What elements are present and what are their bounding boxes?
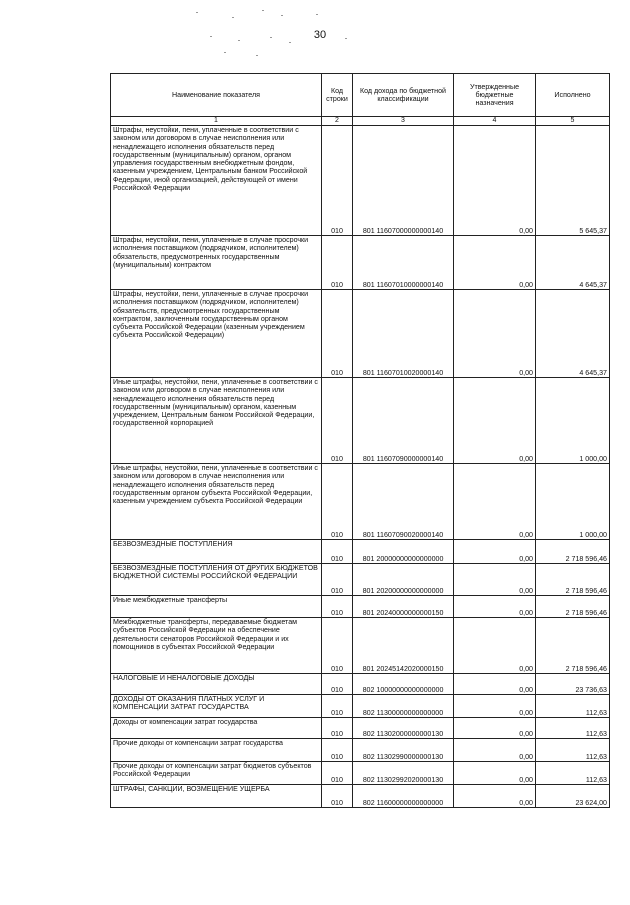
scan-speck: [256, 55, 258, 56]
row-line-code: 010: [322, 674, 353, 695]
scan-speck: [210, 36, 212, 37]
row-executed: 1 000,00: [536, 464, 610, 540]
scan-speck: [289, 42, 291, 43]
row-approved: 0,00: [454, 540, 536, 564]
row-name: Межбюджетные трансферты, передаваемые бюджетам субъектов Российской Федерации на обеспечение деятельности сенаторов Российской Федерации и их помощников в субъектах Российской Федерации: [111, 618, 322, 674]
row-line-code: 010: [322, 464, 353, 540]
table-row: [111, 785, 610, 808]
row-executed: 5 645,37: [536, 126, 610, 236]
row-executed: 112,63: [536, 695, 610, 718]
row-approved: 0,00: [454, 674, 536, 695]
header-revenue-code: Код дохода по бюджетной классификации: [353, 74, 454, 117]
table-row: [111, 739, 610, 762]
row-revenue-code: 801 20000000000000000: [353, 540, 454, 564]
row-approved: 0,00: [454, 718, 536, 739]
row-executed: 112,63: [536, 762, 610, 785]
row-name: Доходы от компенсации затрат государства: [111, 718, 322, 739]
row-name: Иные штрафы, неустойки, пени, уплаченные в соответствии с законом или договором в случае неисполнения или ненадлежащего исполнения обязательств перед государственным органом субъекта Российской Федерации, казенным учреждением субъекта Российской Федерации: [111, 464, 322, 540]
row-line-code: 010: [322, 290, 353, 378]
scan-speck: [345, 38, 347, 39]
row-revenue-code: 802 11302000000000130: [353, 718, 454, 739]
row-name: Штрафы, неустойки, пени, уплаченные в случае просрочки исполнения поставщиком (подрядчиком, исполнителем) обязательств, предусмотренных государственным (муниципальным) контрактом: [111, 236, 322, 290]
table-row: [111, 464, 610, 540]
row-line-code: 010: [322, 762, 353, 785]
scan-speck: [262, 10, 264, 11]
row-executed: 23 624,00: [536, 785, 610, 808]
row-revenue-code: 801 11607090000000140: [353, 378, 454, 464]
table-row: [111, 236, 610, 290]
scan-speck: [196, 12, 198, 13]
row-executed: 2 718 596,46: [536, 618, 610, 674]
header-approved: Утвержденные бюджетные назначения: [454, 74, 536, 117]
row-revenue-code: 801 20245142020000150: [353, 618, 454, 674]
row-name: Штрафы, неустойки, пени, уплаченные в случае просрочки исполнения поставщиком (подрядчиком, исполнителем) обязательств, предусмотренных государственным контрактом, заключенным государственным органом субъекта Российской Федерации (казенным учреждением субъекта Российской Федерации): [111, 290, 322, 378]
table-row: [111, 618, 610, 674]
row-approved: 0,00: [454, 378, 536, 464]
row-name: Иные штрафы, неустойки, пени, уплаченные в соответствии с законом или договором в случае неисполнения или ненадлежащего исполнения обязательств перед государственным (муниципальным) органом, казенным учреждением, Центральным банком Российской Федерации, государственной корпорацией: [111, 378, 322, 464]
row-revenue-code: 801 11607000000000140: [353, 126, 454, 236]
row-name: Штрафы, неустойки, пени, уплаченные в соответствии с законом или договором в случае неисполнения или ненадлежащего исполнения обязательств перед государственным (муниципальным) органом, органом управления государственным внебюджетным фондом, казенным учреждением, Центральным банком Российской Федерации, иной организацией, действующей от имени Российской Федерации: [111, 126, 322, 236]
row-line-code: 010: [322, 126, 353, 236]
table-row: [111, 596, 610, 618]
table-row: [111, 718, 610, 739]
header-indicator-name: Наименование показателя: [111, 74, 322, 117]
row-name: Прочие доходы от компенсации затрат государства: [111, 739, 322, 762]
scan-speck: [224, 52, 226, 53]
row-line-code: 010: [322, 718, 353, 739]
row-name: БЕЗВОЗМЕЗДНЫЕ ПОСТУПЛЕНИЯ ОТ ДРУГИХ БЮДЖЕТОВ БЮДЖЕТНОЙ СИСТЕМЫ РОССИЙСКОЙ ФЕДЕРАЦИИ: [111, 564, 322, 596]
column-number: 1: [111, 117, 322, 126]
row-approved: 0,00: [454, 290, 536, 378]
table-header-row: [111, 74, 610, 117]
table-row: [111, 378, 610, 464]
scan-speck: [270, 37, 272, 38]
row-executed: 1 000,00: [536, 378, 610, 464]
row-name: Иные межбюджетные трансферты: [111, 596, 322, 618]
row-name: Прочие доходы от компенсации затрат бюджетов субъектов Российской Федерации: [111, 762, 322, 785]
row-line-code: 010: [322, 695, 353, 718]
row-line-code: 010: [322, 564, 353, 596]
row-line-code: 010: [322, 540, 353, 564]
row-revenue-code: 802 11600000000000000: [353, 785, 454, 808]
row-revenue-code: 801 11607090020000140: [353, 464, 454, 540]
row-revenue-code: 802 11302990000000130: [353, 739, 454, 762]
row-executed: 2 718 596,46: [536, 540, 610, 564]
row-approved: 0,00: [454, 236, 536, 290]
row-executed: 2 718 596,46: [536, 596, 610, 618]
row-line-code: 010: [322, 785, 353, 808]
row-revenue-code: 802 10000000000000000: [353, 674, 454, 695]
row-executed: 4 645,37: [536, 290, 610, 378]
row-revenue-code: 802 11302992020000130: [353, 762, 454, 785]
row-approved: 0,00: [454, 126, 536, 236]
row-approved: 0,00: [454, 464, 536, 540]
row-name: ШТРАФЫ, САНКЦИИ, ВОЗМЕЩЕНИЕ УЩЕРБА: [111, 785, 322, 808]
table-row: [111, 695, 610, 718]
page-number: 30: [313, 29, 327, 41]
table-row: [111, 762, 610, 785]
row-name: БЕЗВОЗМЕЗДНЫЕ ПОСТУПЛЕНИЯ: [111, 540, 322, 564]
row-line-code: 010: [322, 739, 353, 762]
row-approved: 0,00: [454, 618, 536, 674]
header-executed: Исполнено: [536, 74, 610, 117]
column-number: 2: [322, 117, 353, 126]
row-name: НАЛОГОВЫЕ И НЕНАЛОГОВЫЕ ДОХОДЫ: [111, 674, 322, 695]
scan-speck: [316, 14, 318, 15]
row-approved: 0,00: [454, 785, 536, 808]
column-number: 4: [454, 117, 536, 126]
row-executed: 4 645,37: [536, 236, 610, 290]
table-row: [111, 564, 610, 596]
table-row: [111, 290, 610, 378]
table-row: [111, 540, 610, 564]
row-line-code: 010: [322, 378, 353, 464]
row-executed: 23 736,63: [536, 674, 610, 695]
row-approved: 0,00: [454, 564, 536, 596]
revenue-table: [110, 73, 610, 808]
column-number: 5: [536, 117, 610, 126]
row-approved: 0,00: [454, 695, 536, 718]
table-row: [111, 674, 610, 695]
row-revenue-code: 801 11607010000000140: [353, 236, 454, 290]
row-approved: 0,00: [454, 762, 536, 785]
row-approved: 0,00: [454, 596, 536, 618]
row-name: ДОХОДЫ ОТ ОКАЗАНИЯ ПЛАТНЫХ УСЛУГ И КОМПЕНСАЦИИ ЗАТРАТ ГОСУДАРСТВА: [111, 695, 322, 718]
scan-speck: [232, 17, 234, 18]
row-approved: 0,00: [454, 739, 536, 762]
row-revenue-code: 801 11607010020000140: [353, 290, 454, 378]
table-row: [111, 126, 610, 236]
row-revenue-code: 801 20200000000000000: [353, 564, 454, 596]
scan-speck: [238, 40, 240, 41]
scan-speck: [281, 15, 283, 16]
row-line-code: 010: [322, 618, 353, 674]
row-executed: 2 718 596,46: [536, 564, 610, 596]
row-line-code: 010: [322, 236, 353, 290]
row-line-code: 010: [322, 596, 353, 618]
row-executed: 112,63: [536, 739, 610, 762]
row-revenue-code: 801 20240000000000150: [353, 596, 454, 618]
column-number: 3: [353, 117, 454, 126]
header-line-code: Код строки: [322, 74, 353, 117]
row-revenue-code: 802 11300000000000000: [353, 695, 454, 718]
column-number-row: [111, 117, 610, 126]
row-executed: 112,63: [536, 718, 610, 739]
